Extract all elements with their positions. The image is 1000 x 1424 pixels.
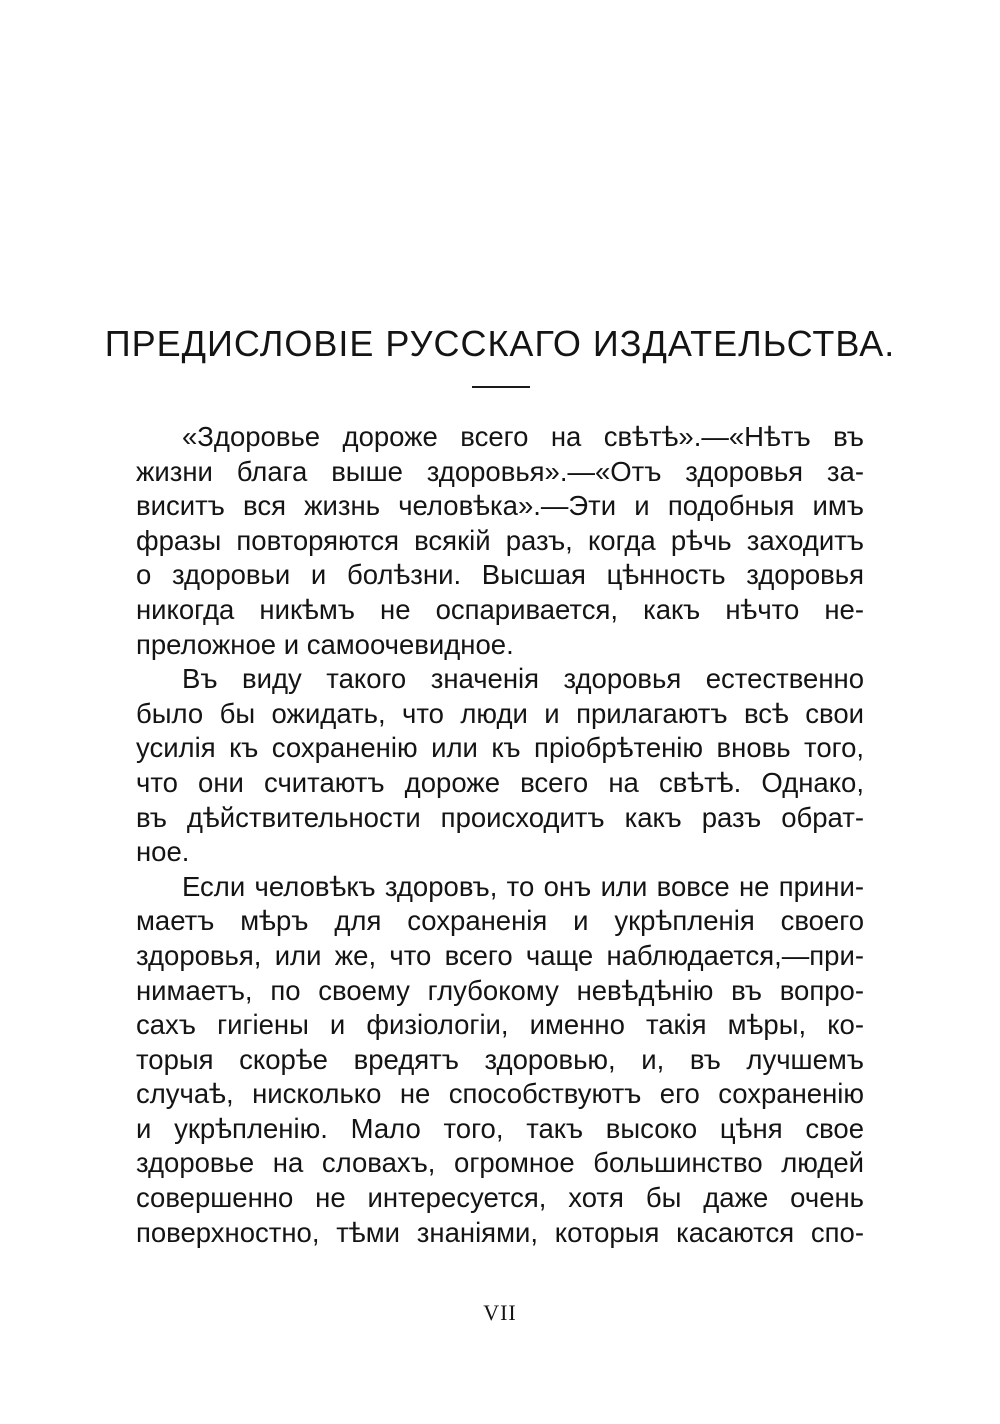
text-line: виситъ вся жизнь человѣка».—Эти и подобныя имъ (136, 490, 864, 522)
text-line: ное. (136, 836, 190, 868)
text-line: Если человѣкъ здоровъ, то онъ или вовсе не прини- (182, 870, 864, 902)
text-line: нимаетъ, по своему глубокому невѣдѣнію въ вопро- (136, 974, 864, 1006)
page-number: VII (483, 1300, 517, 1325)
text-line: преложное и самоочевидное. (136, 628, 514, 660)
text-line: здоровья, или же, что всего чаще наблюдается,—при- (136, 939, 864, 971)
title-divider (472, 386, 530, 388)
text-line: никогда никѣмъ не оспаривается, какъ нѣчто не- (136, 593, 864, 625)
text-line: случаѣ, нисколько не способствуютъ его сохраненію (136, 1078, 864, 1110)
text-line: Въ виду такого значенія здоровья естественно (182, 663, 864, 695)
text-line: маетъ мѣръ для сохраненія и укрѣпленія своего (136, 905, 864, 937)
page-title: ПРЕДИСЛОВІЕ РУССКАГО ИЗДАТЕЛЬСТВА. (104, 323, 896, 364)
text-line: здоровье на словахъ, огромное большинство людей (136, 1147, 864, 1179)
text-line: сахъ гигіены и физіологіи, именно такія мѣры, ко- (136, 1009, 864, 1041)
text-line: жизни блага выше здоровья».—«Отъ здоровья за- (136, 455, 864, 487)
text-line: фразы повторяются всякій разъ, когда рѣчь заходитъ (136, 524, 864, 556)
text-line: было бы ожидать, что люди и прилагаютъ всѣ свои (136, 697, 864, 729)
body-text (136, 420, 864, 1250)
text-line: что они считаютъ дороже всего на свѣтѣ. Однако, (136, 766, 864, 798)
text-line: поверхностно, тѣми знаніями, которыя касаются спо- (136, 1216, 864, 1248)
text-line: совершенно не интересуется, хотя бы даже очень (136, 1182, 864, 1214)
text-line: «Здоровье дороже всего на свѣтѣ».—«Нѣтъ въ (182, 421, 864, 452)
text-line: и укрѣпленію. Мало того, такъ высоко цѣня свое (136, 1112, 864, 1144)
text-line: въ дѣйствительности происходитъ какъ разъ обрат- (136, 801, 864, 833)
text-line: о здоровьи и болѣзни. Высшая цѣнность здоровья (136, 559, 864, 591)
text-line: торыя скорѣе вредятъ здоровью, и, въ лучшемъ (136, 1043, 864, 1075)
text-line: усилія къ сохраненію или къ пріобрѣтенію вновь того, (136, 732, 864, 764)
